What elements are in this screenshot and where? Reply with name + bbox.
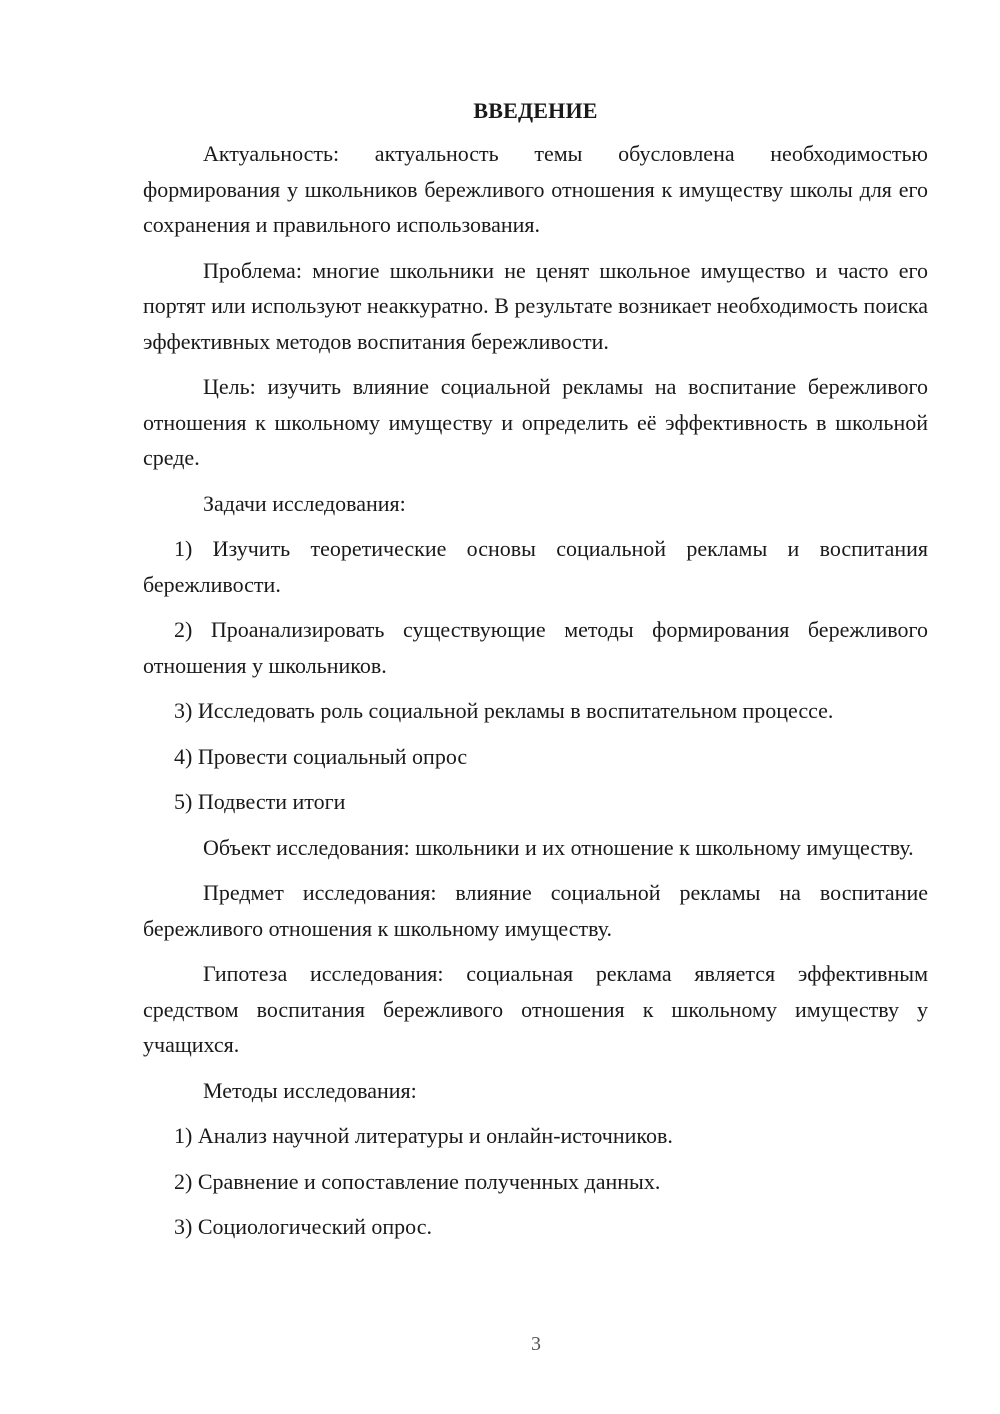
hypothesis-paragraph: Гипотеза исследования: социальная реклама является эффективным средством воспитания бережливого отношения к школьному имуществу у учащихся. <box>143 961 928 1057</box>
relevance-paragraph: Актуальность: актуальность темы обусловлена необходимостью формирования у школьников бережливого отношения к имуществу школы для его сохранения и правильного использования. <box>143 141 928 237</box>
methods-title: Методы исследования: <box>203 1077 417 1103</box>
method-item: 2) Сравнение и сопоставление полученных данных. <box>174 1168 661 1194</box>
subject-paragraph: Предмет исследования: влияние социальной рекламы на воспитание бережливого отношения к школьному имуществу. <box>143 880 928 941</box>
object-paragraph: Объект исследования: школьники и их отношение к школьному имуществу. <box>203 834 914 860</box>
task-item: 5) Подвести итоги <box>174 789 346 814</box>
task-item: 3) Исследовать роль социальной рекламы в воспитательном процессе. <box>174 698 834 723</box>
document-page <box>143 96 928 1255</box>
method-item: 3) Социологический опрос. <box>174 1214 432 1239</box>
tasks-title: Задачи исследования: <box>203 490 406 516</box>
problem-paragraph: Проблема: многие школьники не ценят школьное имущество и часто его портят или используют неаккуратно. В результате возникает необходимость поиска эффективных методов воспитания бережливости. <box>143 257 928 354</box>
page-number: 3 <box>531 1333 541 1355</box>
task-item: 1) Изучить теоретические основы социальной рекламы и воспитания бережливости. <box>143 536 928 597</box>
task-item: 2) Проанализировать существующие методы формирования бережливого отношения у школьников. <box>143 617 928 678</box>
goal-paragraph: Цель: изучить влияние социальной рекламы на воспитание бережливого отношения к школьному имуществу и определить её эффективность в школьной среде. <box>143 374 928 470</box>
task-item: 4) Провести социальный опрос <box>174 743 468 769</box>
page-title: ВВЕДЕНИЕ <box>473 98 598 123</box>
method-item: 1) Анализ научной литературы и онлайн-источников. <box>174 1123 673 1148</box>
